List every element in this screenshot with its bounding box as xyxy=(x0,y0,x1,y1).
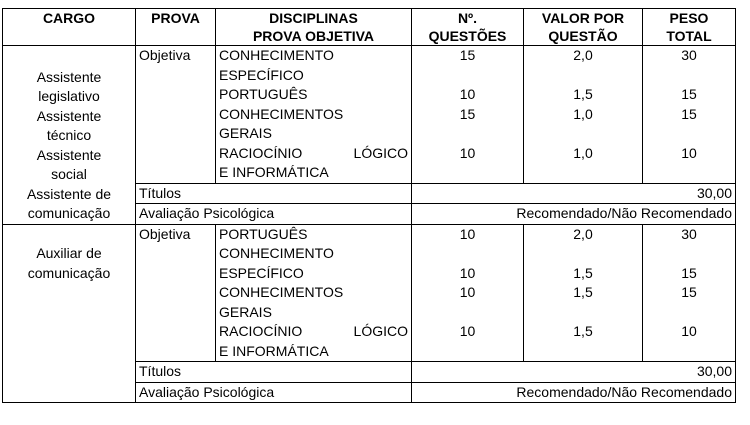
group1-prova-cell: Objetiva xyxy=(136,46,216,184)
group1-titulos-label: Títulos xyxy=(136,183,412,204)
group2-disciplinas-cell: PORTUGUÊS CONHECIMENTO ESPECÍFICO CONHECIMENTOS GERAIS RACIOCÍNIO LÓGICO E INFORMÁTICA xyxy=(216,224,412,362)
group1-cargo-cell: Assistente legislativo Assistente técnico Assistente social Assistente de comunicação xyxy=(3,46,136,225)
header-peso: PESO TOTAL xyxy=(643,9,736,46)
group2-titulos-label: Títulos xyxy=(136,362,412,383)
group2-questoes-cell: 10 10 10 10 xyxy=(412,224,524,362)
group2-cargo-cell: Auxiliar de comunicação xyxy=(3,224,136,403)
group2-prova-cell: Objetiva xyxy=(136,224,216,362)
group1-avaliacao-valor: Recomendado/Não Recomendado xyxy=(412,204,736,225)
group2-avaliacao-label: Avaliação Psicológica xyxy=(136,382,412,403)
group2-titulos-valor: 30,00 xyxy=(412,362,736,383)
group2-objetiva-row xyxy=(3,224,736,362)
exam-table xyxy=(2,8,736,403)
group2-avaliacao-valor: Recomendado/Não Recomendado xyxy=(412,382,736,403)
group1-valor-cell: 2,0 1,5 1,0 1,0 xyxy=(524,46,643,184)
header-prova: PROVA xyxy=(136,9,216,46)
header-row xyxy=(3,9,736,46)
group1-titulos-valor: 30,00 xyxy=(412,183,736,204)
group1-objetiva-row xyxy=(3,46,736,184)
group1-avaliacao-label: Avaliação Psicológica xyxy=(136,204,412,225)
header-valor: VALOR POR QUESTÃO xyxy=(524,9,643,46)
group2-valor-cell: 2,0 1,5 1,5 1,5 xyxy=(524,224,643,362)
header-questoes: Nº. QUESTÕES xyxy=(412,9,524,46)
header-cargo: CARGO xyxy=(3,9,136,46)
group1-peso-cell: 30 15 15 10 xyxy=(643,46,736,184)
group2-peso-cell: 30 15 15 10 xyxy=(643,224,736,362)
group1-disciplinas-cell: CONHECIMENTO ESPECÍFICO PORTUGUÊS CONHECIMENTOS GERAIS RACIOCÍNIO LÓGICO E INFORMÁTICA xyxy=(216,46,412,184)
group1-questoes-cell: 15 10 15 10 xyxy=(412,46,524,184)
header-disciplinas: DISCIPLINAS PROVA OBJETIVA xyxy=(216,9,412,46)
